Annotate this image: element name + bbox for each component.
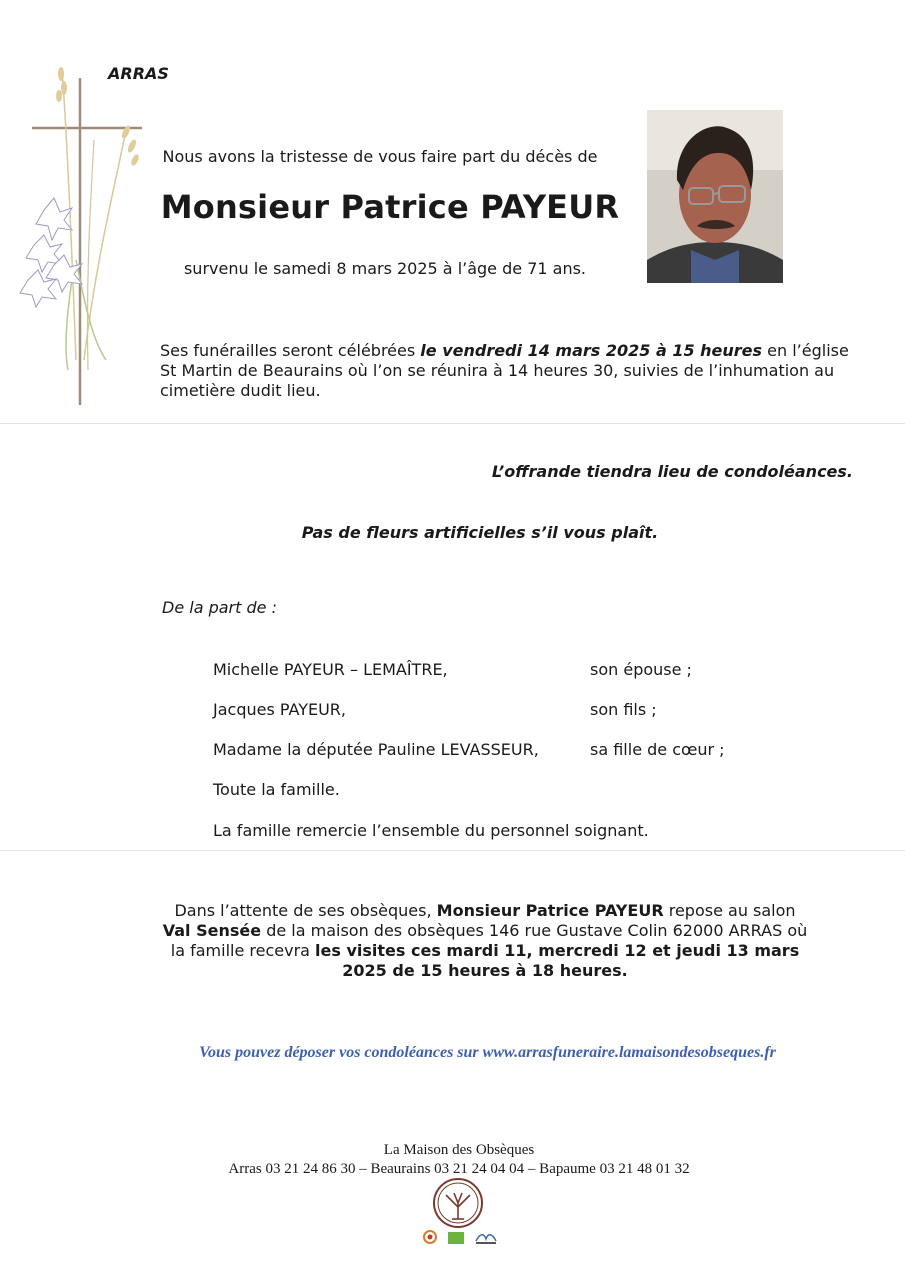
divider [0, 850, 905, 851]
offering-notice: L’offrande tiendra lieu de condoléances. [491, 462, 853, 481]
portrait-photo [647, 110, 783, 283]
family-member-name: Jacques PAYEUR, [213, 700, 347, 719]
cross-with-wheat-and-lilies-icon [14, 60, 149, 410]
company-name: La Maison des Obsèques [383, 1142, 535, 1158]
funeral-text-end: en l’église St Martin de Beaurains où l’on se réunira à 14 heures 30, suivies de l’inhumation au cimetière dudit lieu. [160, 341, 849, 400]
tree-logo-icon [432, 1177, 484, 1229]
family-member-relation: son fils ; [590, 700, 657, 719]
family-member-relation: son épouse ; [590, 660, 692, 679]
family-member-name: Michelle PAYEUR – LEMAÎTRE, [213, 660, 448, 679]
partner-logo-icon [421, 1229, 439, 1247]
funeral-details [160, 341, 850, 401]
city-label: ARRAS [108, 64, 169, 83]
funeral-text-start: Ses funérailles seront célébrées [160, 341, 421, 360]
whole-family-line: Toute la famille. [213, 780, 340, 799]
company-phones: Arras 03 21 24 86 30 – Beaurains 03 21 24 04 04 – Bapaume 03 21 48 01 32 [228, 1161, 690, 1177]
from-label: De la part de : [162, 598, 277, 617]
deceased-date-line: survenu le samedi 8 mars 2025 à l’âge de 71 ans. [183, 259, 587, 278]
visit-name-bold: Monsieur Patrice PAYEUR [436, 901, 664, 920]
visit-text: Dans l’attente de ses obsèques, [174, 901, 437, 920]
family-member-relation: sa fille de cœur ; [590, 740, 725, 759]
family-member-name: Madame la députée Pauline LEVASSEUR, [213, 740, 539, 759]
divider [0, 423, 905, 424]
salon-name-bold: Val Sensée [162, 921, 262, 940]
intro-text: Nous avons la tristesse de vous faire part du décès de [162, 147, 598, 166]
deceased-name-title: Monsieur Patrice PAYEUR [160, 188, 620, 226]
mutuelle-logo-icon [474, 1229, 498, 1247]
thanks-line: La famille remercie l’ensemble du personnel soignant. [213, 821, 649, 840]
green-square-logo-icon [447, 1229, 465, 1247]
visit-text: repose au salon [663, 901, 796, 920]
visit-details [160, 901, 810, 981]
visit-dates-bold: les visites ces mardi 11, mercredi 12 et jeudi 13 mars 2025 de 15 heures à 18 heures. [315, 941, 800, 980]
no-flowers-notice: Pas de fleurs artificielles s’il vous plaît. [301, 523, 659, 542]
funeral-date-emphasis: le vendredi 14 mars 2025 à 15 heures [420, 341, 763, 360]
visit-text: de la maison des obsèques 146 rue Gustave Colin 62000 ARRAS où la famille recevra [170, 921, 808, 960]
condolences-link[interactable]: Vous pouvez déposer vos condoléances sur www.arrasfuneraire.lamaisondesobseques.fr [199, 1044, 776, 1061]
